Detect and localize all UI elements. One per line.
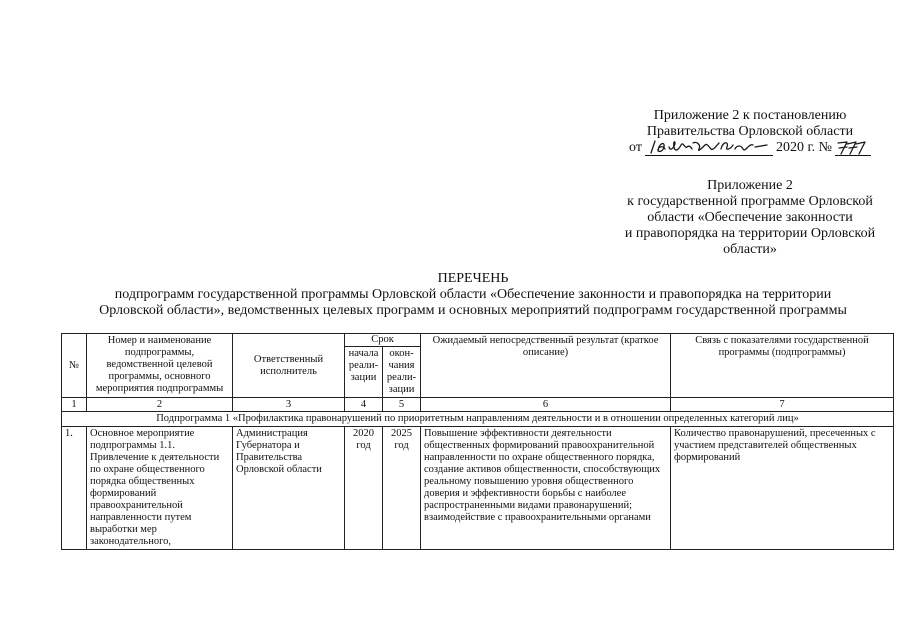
handwritten-number-icon (835, 135, 871, 157)
column-number: 3 (233, 398, 345, 412)
table-row (62, 427, 894, 550)
title-line-1: подпрограмм государственной программы Орловской области «Обеспечение законности и правопорядка на территории (114, 287, 832, 302)
column-number: 1 (62, 398, 87, 412)
header-term-end: окон-чания реали-зации (383, 347, 421, 398)
column-numbers-row (62, 398, 894, 412)
date-field (645, 141, 773, 156)
handwritten-date-icon (645, 135, 773, 157)
decree-number-field (835, 141, 871, 156)
column-number: 2 (87, 398, 233, 412)
document-title (55, 271, 891, 319)
row-name: Основное мероприятие подпрограммы 1.1. Привлечение к деятельности по охране общественного порядка общественных формирований правоохранительной направленности путем выработки мер законодательного, (87, 427, 233, 550)
header-row (62, 334, 894, 347)
program-appendix-line-2: к государственной программе Орловской (627, 194, 873, 209)
year-label: 2020 г. № (775, 140, 832, 155)
program-appendix (600, 178, 900, 258)
header-term-start: начала реали-зации (345, 347, 383, 398)
subprogram-title: Подпрограмма 1 «Профилактика правонарушений по приоритетным направлениям деятельности и в отношении определенных категорий лиц» (62, 412, 894, 427)
program-table (61, 333, 894, 550)
column-number: 6 (421, 398, 671, 412)
program-appendix-line-5: области» (723, 242, 777, 257)
header-number: № (62, 334, 87, 398)
header-responsible: Ответственный исполнитель (233, 334, 345, 398)
row-link: Количество правонарушений, пресеченных с участием представителей общественных формирований (671, 427, 894, 550)
header-link: Связь с показателями государственной программы (подпрограммы) (671, 334, 894, 398)
header-name: Номер и наименование подпрограммы, ведомственной целевой программы, основного мероприятия подпрограммы (87, 334, 233, 398)
appendix-line-2: Правительства Орловской области (646, 124, 854, 139)
row-end: 2025 год (383, 427, 421, 550)
program-appendix-line-4: и правопорядка на территории Орловской (624, 226, 876, 241)
title-line-2: Орловской области», ведомственных целевых программ и основных мероприятий подпрограмм государственной программы (99, 303, 847, 318)
row-responsible: Администрация Губернатора и Правительства Орловской области (233, 427, 345, 550)
program-appendix-line-3: области «Обеспечение законности (647, 210, 853, 225)
header-result: Ожидаемый непосредственный результат (краткое описание) (421, 334, 671, 398)
program-appendix-line-1: Приложение 2 (707, 178, 793, 193)
from-label: от (629, 140, 642, 155)
decree-date-line (600, 140, 900, 156)
row-number: 1. (62, 427, 87, 550)
column-number: 7 (671, 398, 894, 412)
column-number: 5 (383, 398, 421, 412)
subprogram-row (62, 412, 894, 427)
row-start: 2020 год (345, 427, 383, 550)
header-term: Срок (345, 334, 421, 347)
title-heading: ПЕРЕЧЕНЬ (437, 271, 509, 286)
appendix-line-1: Приложение 2 к постановлению (653, 108, 847, 123)
row-result: Повышение эффективности деятельности общественных формирований правоохранительной направленности по охране общественного порядка, создание активов общественности, способствующих реальному повышению уровня общественного доверия и эффективности борьбы с наиболее распространенными видами правонарушений; взаимодействие с правоохранительными органами (421, 427, 671, 550)
column-number: 4 (345, 398, 383, 412)
appendix-header (600, 108, 900, 156)
